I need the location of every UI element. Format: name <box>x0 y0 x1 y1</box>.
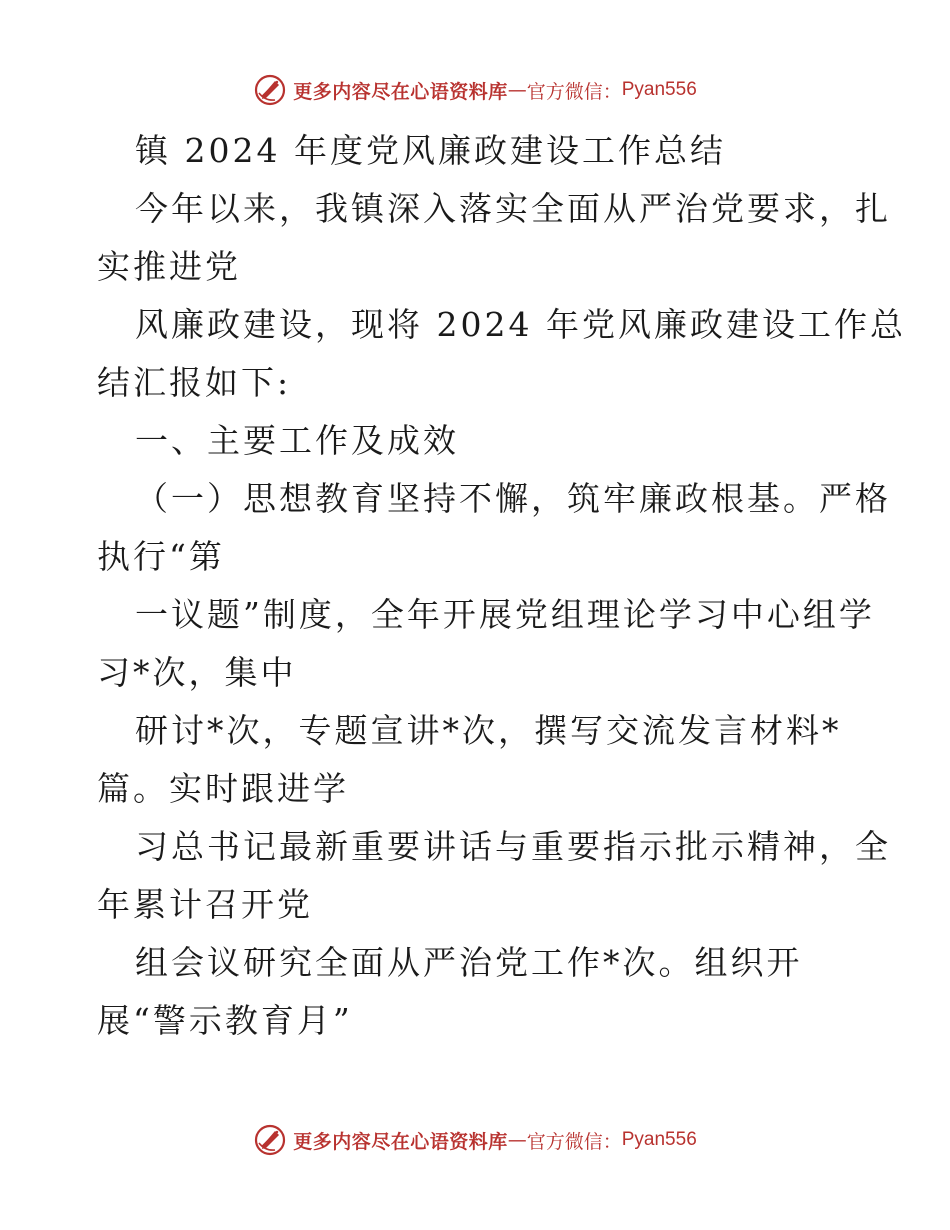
text-line: 执行“第 <box>97 537 225 576</box>
banner-wechat-id: Pyan556 <box>621 1129 697 1150</box>
banner-text: 更多内容尽在心语资料库 <box>293 1130 508 1153</box>
text-line: 实推进党 <box>97 247 241 286</box>
text-line: 习总书记最新重要讲话与重要指示批示精神，全 <box>135 827 891 866</box>
logo-icon <box>253 73 287 107</box>
banner-separator: — <box>507 79 527 101</box>
document-body <box>97 122 906 1050</box>
section-heading: 一、主要工作及成效 <box>135 421 459 460</box>
banner-wechat-label: 官方微信： <box>526 80 622 103</box>
text-line: 组会议研究全面从严治党工作*次。组织开 <box>135 943 803 982</box>
header-banner <box>0 70 950 110</box>
logo-icon <box>253 1123 287 1157</box>
banner-separator: — <box>507 1129 527 1151</box>
banner-text: 更多内容尽在心语资料库 <box>293 80 508 103</box>
text-line: 年累计召开党 <box>97 885 313 924</box>
text-line: 一议题”制度，全年开展党组理论学习中心组学 <box>135 595 875 634</box>
text-line: 展“警示教育月” <box>97 1001 353 1040</box>
banner-wechat-label: 官方微信： <box>526 1130 622 1153</box>
text-line: 研讨*次，专题宣讲*次，撰写交流发言材料* <box>135 711 842 750</box>
text-line: 今年以来，我镇深入落实全面从严治党要求，扎 <box>135 189 891 228</box>
footer-banner <box>0 1120 950 1160</box>
text-line: （一）思想教育坚持不懈，筑牢廉政根基。严格 <box>135 479 891 518</box>
text-line: 风廉政建设，现将 2024 年党风廉政建设工作总 <box>135 305 906 344</box>
text-line: 结汇报如下: <box>97 363 292 402</box>
banner-wechat-id: Pyan556 <box>621 79 697 100</box>
text-line: 篇。实时跟进学 <box>97 769 349 808</box>
document-title: 镇 2024 年度党风廉政建设工作总结 <box>135 131 726 170</box>
text-line: 习*次，集中 <box>97 653 297 692</box>
